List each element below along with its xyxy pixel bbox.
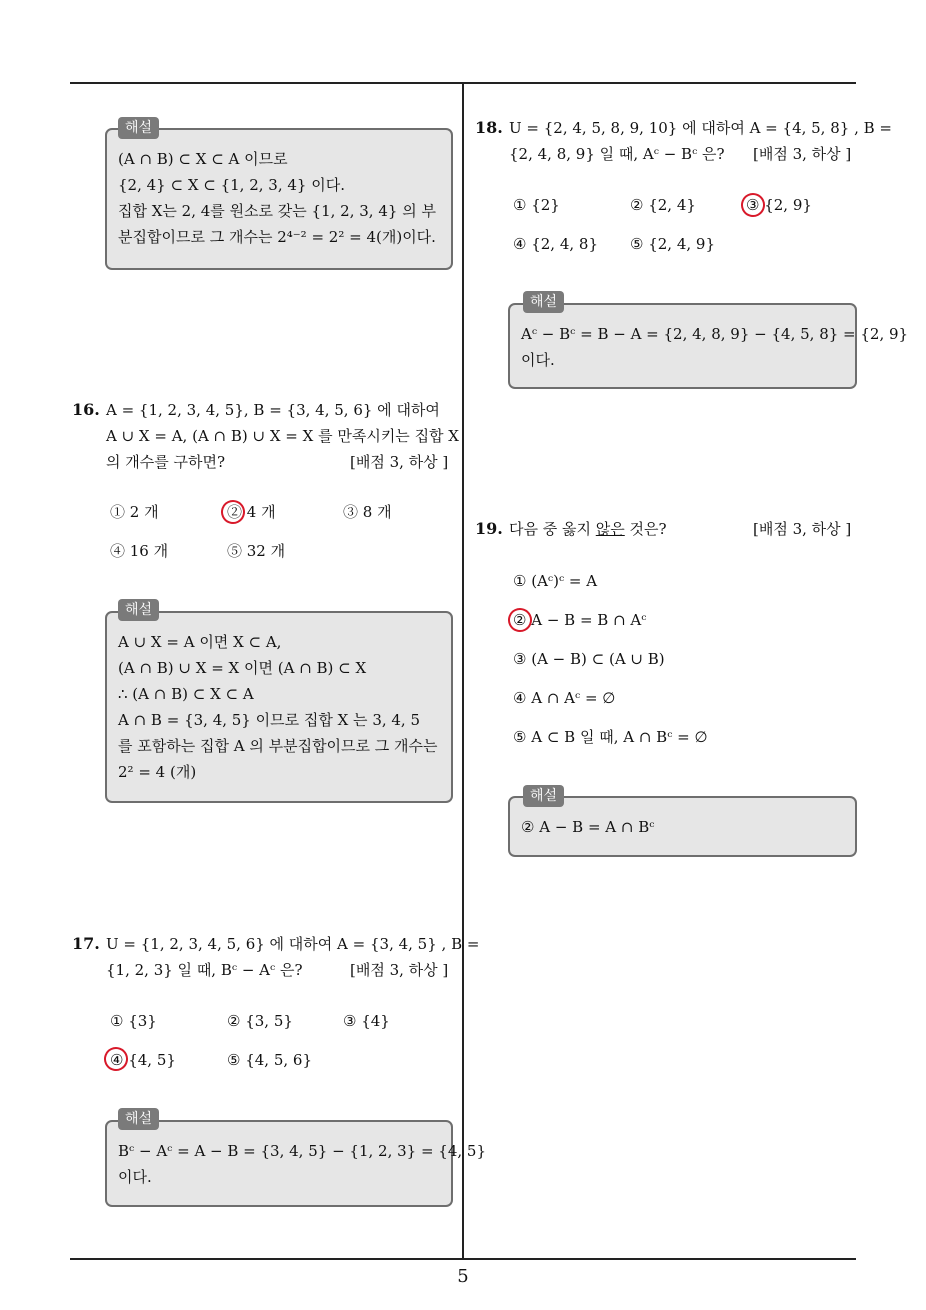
q19-text	[509, 516, 667, 542]
q17-choice-3[interactable]: ③ {4}	[343, 1012, 390, 1030]
q18-choice-2[interactable]: ② {2, 4}	[630, 196, 696, 214]
q17-number: 17.	[72, 934, 100, 953]
q16-text-line-3: 의 개수를 구하면?	[106, 453, 226, 471]
q16-solution-line-1: A ∪ X = A 이면 X ⊂ A,	[118, 633, 282, 651]
q19-text-before: 다음 중 옳지	[509, 520, 596, 538]
q18-text-line-1: U = {2, 4, 5, 8, 9, 10} 에 대하여 A = {4, 5, 8} , B =	[509, 119, 892, 137]
q15-solution-line-3: 집합 X는 2, 4를 원소로 갖는 {1, 2, 3, 4} 의 부	[118, 202, 436, 220]
q16-choice-2[interactable]: ② 4 개	[227, 503, 276, 521]
q16-solution-line-5: 를 포함하는 집합 A 의 부분집합이므로 그 개수는	[118, 737, 438, 755]
q16-solution-line-2: (A ∩ B) ∪ X = X 이면 (A ∩ B) ⊂ X	[118, 659, 367, 677]
q18-choice-1[interactable]: ① {2}	[513, 196, 560, 214]
q19-choice-5[interactable]: ⑤ A ⊂ B 일 때, A ∩ Bᶜ = ∅	[513, 728, 708, 746]
q17-choice-5[interactable]: ⑤ {4, 5, 6}	[227, 1051, 313, 1069]
q16-choice-1[interactable]: ① 2 개	[110, 503, 159, 521]
q15-solution-line-4: 분집합이므로 그 개수는 2⁴⁻² = 2² = 4(개)이다.	[118, 228, 436, 246]
q19-choice-1[interactable]: ① (Aᶜ)ᶜ = A	[513, 572, 598, 590]
q17-text-line-1: U = {1, 2, 3, 4, 5, 6} 에 대하여 A = {3, 4, 5} , B =	[106, 935, 480, 953]
q18-choice-4[interactable]: ④ {2, 4, 8}	[513, 235, 599, 253]
q16-text-line-2: A ∪ X = A, (A ∩ B) ∪ X = X 를 만족시키는 집합 X	[106, 427, 459, 445]
q16-choice-3[interactable]: ③ 8 개	[343, 503, 392, 521]
q17-solution-line-1: Bᶜ − Aᶜ = A − B = {3, 4, 5} − {1, 2, 3} = {4, 5}	[118, 1142, 487, 1160]
q18-choice-5[interactable]: ⑤ {2, 4, 9}	[630, 235, 716, 253]
q19-choice-4[interactable]: ④ A ∩ Aᶜ = ∅	[513, 689, 616, 707]
q18-number: 18.	[475, 118, 503, 137]
q16-choice-5[interactable]: ⑤ 32 개	[227, 542, 286, 560]
q17-text-line-2: {1, 2, 3} 일 때, Bᶜ − Aᶜ 은?	[106, 961, 303, 979]
q19-points: [배점 3, 하상 ]	[753, 520, 852, 538]
q15-solution-line-1: (A ∩ B) ⊂ X ⊂ A 이므로	[118, 150, 288, 168]
q16-number: 16.	[72, 400, 100, 419]
q19-solution-line-1: ② A − B = A ∩ Bᶜ	[521, 818, 655, 836]
q19-solution-tag: 해설	[523, 785, 564, 807]
q17-points: [배점 3, 하상 ]	[350, 961, 449, 979]
q18-points: [배점 3, 하상 ]	[753, 145, 852, 163]
column-divider	[462, 82, 464, 1259]
q16-points: [배점 3, 하상 ]	[350, 453, 449, 471]
q16-solution-line-3: ∴ (A ∩ B) ⊂ X ⊂ A	[118, 685, 254, 703]
q18-choice-3[interactable]: ③ {2, 9}	[746, 196, 812, 214]
q19-text-underlined: 않은	[595, 520, 625, 538]
bottom-rule	[70, 1258, 856, 1260]
q17-choice-4[interactable]: ④ {4, 5}	[110, 1051, 176, 1069]
q19-choice-2[interactable]: ② A − B = B ∩ Aᶜ	[513, 611, 647, 629]
q18-solution-line-1: Aᶜ − Bᶜ = B − A = {2, 4, 8, 9} − {4, 5, 8} = {2, 9}	[521, 325, 909, 343]
q18-text-line-2: {2, 4, 8, 9} 일 때, Aᶜ − Bᶜ 은?	[509, 145, 725, 163]
q16-text-line-1: A = {1, 2, 3, 4, 5}, B = {3, 4, 5, 6} 에 대하여	[106, 401, 440, 419]
q17-choice-2[interactable]: ② {3, 5}	[227, 1012, 293, 1030]
q18-solution-tag: 해설	[523, 291, 564, 313]
q17-solution-tag: 해설	[118, 1108, 159, 1130]
page-number: 5	[457, 1266, 469, 1287]
q18-solution-line-2: 이다.	[521, 351, 555, 369]
q15-solution-tag: 해설	[118, 117, 159, 139]
q17-choice-1[interactable]: ① {3}	[110, 1012, 157, 1030]
q19-text-after: 것은?	[624, 520, 667, 538]
q15-solution-line-2: {2, 4} ⊂ X ⊂ {1, 2, 3, 4} 이다.	[118, 176, 345, 194]
q19-choice-3[interactable]: ③ (A − B) ⊂ (A ∪ B)	[513, 650, 665, 668]
q19-number: 19.	[475, 519, 503, 538]
q16-solution-line-6: 2² = 4 (개)	[118, 763, 197, 781]
q16-solution-tag: 해설	[118, 599, 159, 621]
q17-solution-line-2: 이다.	[118, 1168, 152, 1186]
q16-choice-4[interactable]: ④ 16 개	[110, 542, 169, 560]
q16-solution-line-4: A ∩ B = {3, 4, 5} 이므로 집합 X 는 3, 4, 5	[118, 711, 421, 729]
